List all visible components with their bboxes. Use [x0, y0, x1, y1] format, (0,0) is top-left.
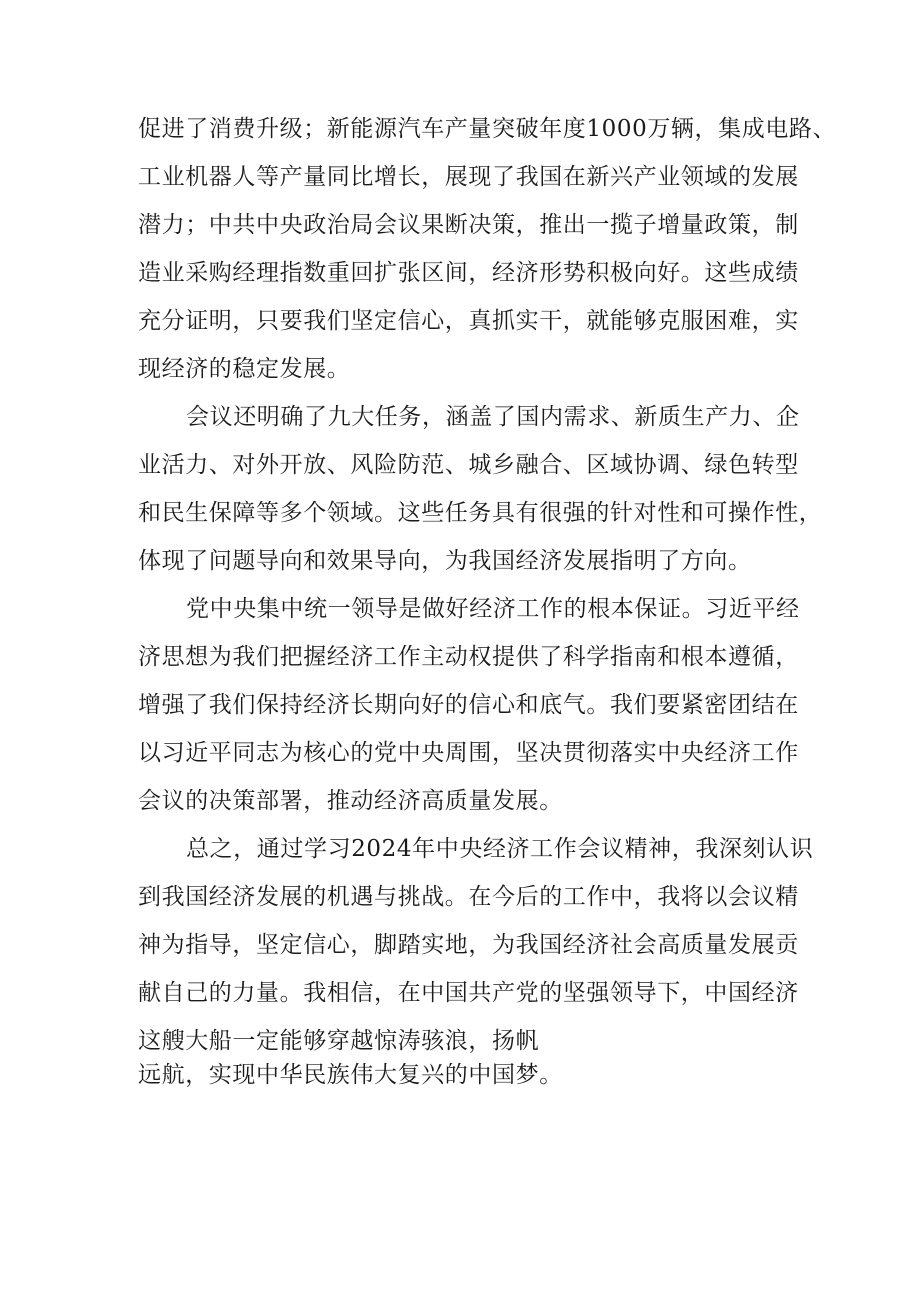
text-line: 会议的决策部署，推动经济高质量发展。 — [138, 788, 563, 814]
text-line: 造业采购经理指数重回扩张区间，经济形势积极向好。这些成绩 — [138, 260, 799, 286]
text-line: 业活力、对外开放、风险防范、城乡融合、区域协调、绿色转型 — [138, 452, 799, 478]
paragraph-start-line: 会议还明确了九大任务，涵盖了国内需求、新质生产力、企 — [186, 404, 800, 430]
text-line: 献自己的力量。我相信，在中国共产党的坚强领导下，中国经济 — [138, 980, 799, 1006]
text-line: 济思想为我们把握经济工作主动权提供了科学指南和根本遵循， — [138, 644, 799, 670]
text-line: 远航，实现中华民族伟大复兴的中国梦。 — [138, 1062, 563, 1088]
paragraph-start-line: 总之，通过学习2024年中央经济工作会议精神，我深刻认识 — [186, 836, 814, 862]
text-line: 潜力；中共中央政治局会议果断决策，推出一揽子增量政策，制 — [138, 212, 799, 238]
text-line: 充分证明，只要我们坚定信心，真抓实干，就能够克服困难，实 — [138, 308, 799, 334]
text-line: 工业机器人等产量同比增长，展现了我国在新兴产业领域的发展 — [138, 164, 799, 190]
text-line: 神为指导，坚定信心，脚踏实地，为我国经济社会高质量发展贡 — [138, 932, 799, 958]
paragraph-start-line: 党中央集中统一领导是做好经济工作的根本保证。习近平经 — [186, 596, 800, 622]
text-line: 增强了我们保持经济长期向好的信心和底气。我们要紧密团结在 — [138, 692, 799, 718]
text-line: 以习近平同志为核心的党中央周围，坚决贯彻落实中央经济工作 — [138, 740, 799, 766]
text-line: 到我国经济发展的机遇与挑战。在今后的工作中，我将以会议精 — [138, 884, 799, 910]
text-line: 这艘大船一定能够穿越惊涛骇浪，扬帆 — [138, 1028, 540, 1054]
text-line: 促进了消费升级；新能源汽车产量突破年度1000万辆，集成电路、 — [138, 116, 837, 142]
text-line: 现经济的稳定发展。 — [138, 356, 351, 382]
text-line: 体现了问题导向和效果导向，为我国经济发展指明了方向。 — [138, 548, 752, 574]
text-line: 和民生保障等多个领域。这些任务具有很强的针对性和可操作性， — [138, 500, 823, 526]
